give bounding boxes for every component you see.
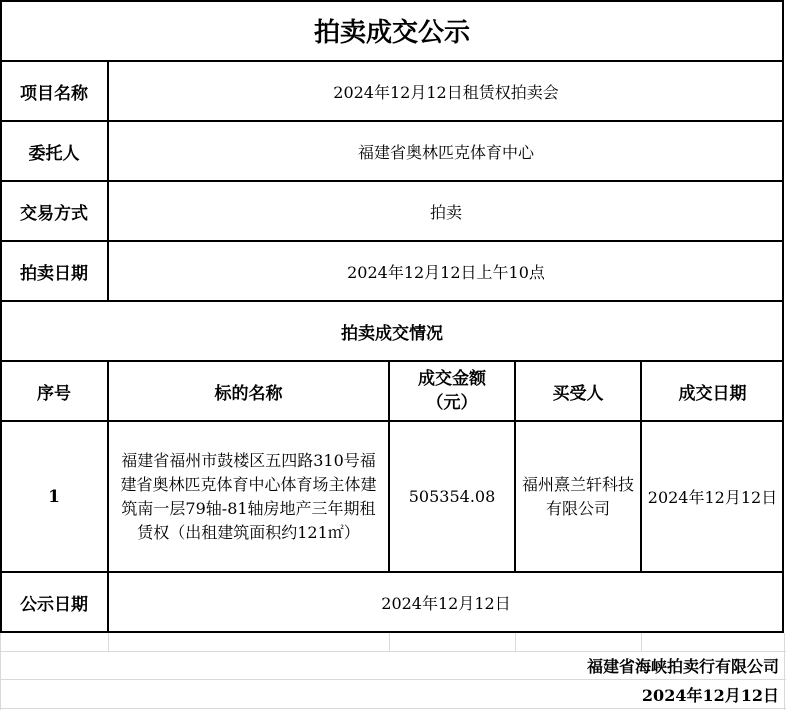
border	[0, 571, 784, 573]
gridline	[784, 633, 785, 710]
border	[0, 420, 784, 422]
gridline	[641, 633, 642, 651]
header-item-name: 标的名称	[214, 383, 283, 404]
border	[0, 631, 784, 633]
row-no: 1	[48, 486, 60, 507]
trade-method-label: 交易方式	[20, 203, 88, 224]
border	[0, 0, 784, 2]
row-item-name: 福建省福州市鼓楼区五四路310号福建省奥林匹克体育中心体育场主体建筑南一层79轴-81轴房地产三年期租赁权（出租建筑面积约121㎡）	[120, 450, 377, 542]
gridline	[0, 679, 786, 680]
auction-date-label: 拍卖日期	[20, 263, 88, 284]
header-no: 序号	[37, 383, 71, 404]
border	[0, 360, 784, 362]
header-deal-date: 成交日期	[678, 383, 747, 404]
project-name-label: 项目名称	[20, 83, 88, 104]
footer-date: 2024年12月12日	[641, 686, 779, 705]
border	[640, 361, 642, 572]
border	[388, 361, 390, 572]
border	[0, 180, 784, 182]
border	[782, 0, 784, 633]
publicity-date-value: 2024年12月12日	[381, 593, 511, 613]
gridline	[515, 633, 516, 651]
footer-company: 福建省海峡拍卖行有限公司	[586, 657, 779, 676]
border	[0, 240, 784, 242]
border	[107, 361, 109, 633]
page-title: 拍卖成交公示	[313, 18, 470, 48]
gridline	[0, 633, 1, 710]
row-amount: 505354.08	[408, 487, 496, 506]
border	[0, 120, 784, 122]
gridline	[389, 633, 390, 651]
consignor-label: 委托人	[28, 143, 80, 164]
gridline	[108, 633, 109, 651]
border	[107, 61, 109, 301]
project-name-value: 2024年12月12日租赁权拍卖会	[333, 82, 559, 102]
publicity-date-label: 公示日期	[20, 594, 88, 615]
row-deal-date: 2024年12月12日	[647, 488, 778, 507]
gridline	[0, 651, 786, 652]
consignor-value: 福建省奥林匹克体育中心	[357, 142, 534, 162]
border	[0, 300, 784, 302]
header-buyer: 买受人	[552, 383, 604, 404]
border	[0, 0, 2, 633]
border	[514, 361, 516, 572]
row-buyer: 福州熹兰轩科技有限公司	[521, 474, 634, 518]
auction-date-value: 2024年12月12日上午10点	[347, 262, 545, 282]
header-amount: 成交金额 （元）	[418, 369, 486, 413]
gridline	[0, 708, 786, 709]
border	[0, 60, 784, 62]
trade-method-value: 拍卖	[429, 202, 462, 222]
section-title: 拍卖成交情况	[341, 323, 443, 344]
